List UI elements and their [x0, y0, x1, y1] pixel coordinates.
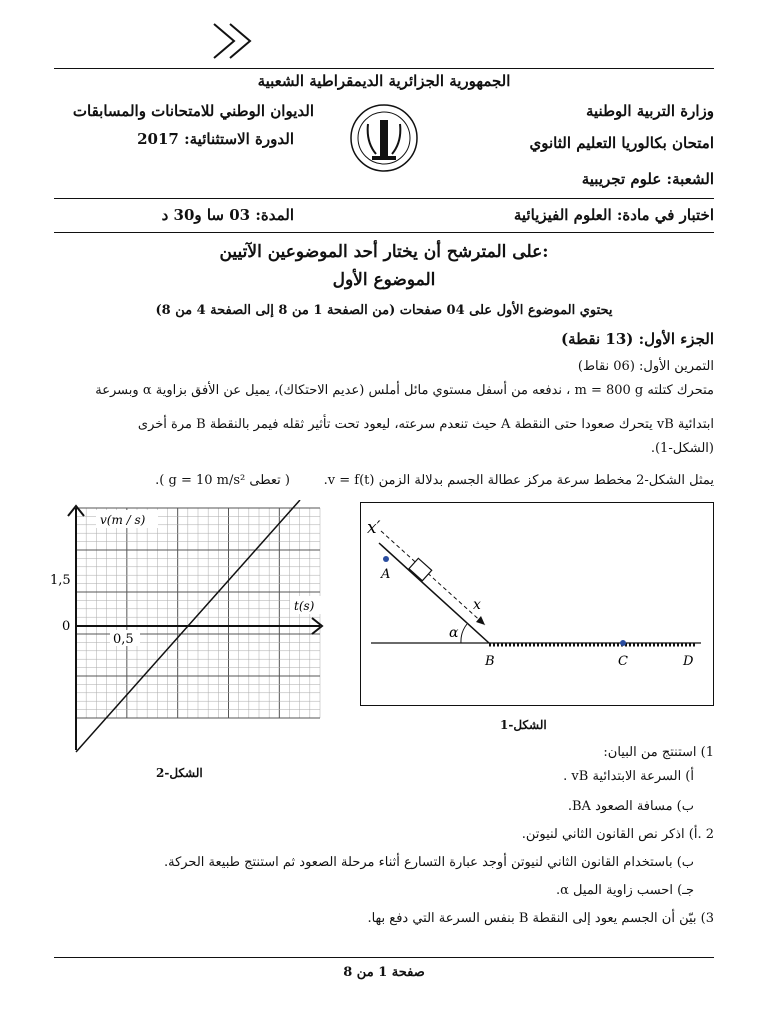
office-label: الديوان الوطني للامتحانات والمسابقات [72, 102, 314, 120]
topic-pages-note: يحتوي الموضوع الأول على 04 صفحات (من الصفحة 1 من 8 إلى الصفحة 4 من 8) [155, 303, 613, 318]
question-1a: أ) السرعة الابتدائية vB . [563, 769, 694, 784]
point-c-dot [620, 640, 626, 646]
question-2a: 2 .أ) اذكر نص القانون الثاني لنيوتن. [521, 827, 714, 842]
figure-1-frame [360, 502, 714, 706]
incline-plane [379, 543, 489, 643]
statement-line-3: (الشكل-1). [650, 441, 714, 456]
chart-y-label: v(m / s) [100, 513, 146, 527]
label-xprime: x′ [367, 518, 381, 538]
duration-label: المدة: 03 سا و30 د [161, 206, 294, 224]
footer-rule [54, 957, 714, 958]
chart-x-label: t(s) [294, 599, 315, 613]
ministry-label: وزارة التربية الوطنية [585, 102, 714, 120]
label-a: A [381, 567, 391, 582]
label-b: B [485, 654, 495, 669]
chart-origin-label: 0 [62, 619, 71, 634]
question-2b: ب) باستخدام القانون الثاني لنيوتن أوجد عبارة التسارع أثناء مرحلة الصعود ثم استنتج طبيعة الحركة. [163, 855, 694, 870]
chevron-right-icon [210, 20, 260, 62]
gravity-note: ( تعطى g = 10 m/s² ). [155, 473, 290, 488]
emblem-logo-icon [348, 102, 420, 174]
chart-grid [76, 508, 320, 718]
figure-1-diagram [361, 503, 713, 705]
branch-label: الشعبة: علوم تجريبية [581, 170, 714, 188]
exam-label: امتحان بكالوريا التعليم الثانوي [529, 134, 714, 152]
label-x: x [473, 597, 481, 613]
header-top-rule [54, 68, 714, 69]
question-1b: ب) مسافة الصعود BA. [567, 799, 694, 814]
moving-block [409, 558, 432, 580]
statement-line-1: متحرك كتلته m = 800 g ، ندفعه من أسفل مستوي مائل أملس (عديم الاحتكاك)، يميل عن الأفق بزاوية α وبسرعة [95, 383, 714, 398]
question-2c: جـ) احسب زاوية الميل α. [556, 883, 694, 898]
statement-line-4: يمثل الشكل-2 مخطط سرعة مركز عطالة الجسم بدلالة الزمن v = f(t). [323, 473, 714, 488]
figure-2-caption: الشكل-2 [156, 766, 203, 780]
session-label: الدورة الاستثنائية: 2017 [137, 130, 294, 148]
chart-x-tick-label: 0,5 [113, 632, 134, 647]
subject-label: اختبار في مادة: العلوم الفيزيائية [513, 206, 714, 224]
x-axis-dashed [381, 531, 485, 625]
statement-line-2: ابتدائية vB يتحرك صعودا حتى النقطة A حيث تنعدم سرعته، ليعود تحت تأثير ثقله فيمر بالنقطة B مرة أخرى [137, 417, 714, 432]
chart-y-tick-label: 1,5 [50, 573, 71, 588]
question-1: 1) استنتج من البيان: [603, 745, 714, 760]
exercise-title: التمرين الأول: (06 نقاط) [577, 359, 714, 374]
header-mid-rule [54, 198, 714, 199]
header-bottom-rule [54, 232, 714, 233]
figure-1-caption: الشكل-1 [500, 718, 547, 732]
label-alpha: α [449, 625, 459, 641]
question-3: 3) بيّن أن الجسم يعود إلى النقطة B بنفس السرعة التي دفع بها. [367, 911, 714, 926]
label-d: D [683, 654, 694, 669]
label-c: C [618, 654, 628, 669]
figure-2-chart [40, 500, 340, 770]
page-number: صفحة 1 من 8 [343, 965, 425, 980]
topic-title: الموضوع الأول [332, 270, 436, 290]
choose-instruction: على المترشح أن يختار أحد الموضوعين الآتيين: [219, 242, 549, 262]
angle-arc [461, 624, 467, 643]
republic-title: الجمهورية الجزائرية الديمقراطية الشعبية [257, 72, 511, 90]
part-title: الجزء الأول: (13 نقطة) [560, 330, 714, 348]
point-a-dot [383, 556, 389, 562]
